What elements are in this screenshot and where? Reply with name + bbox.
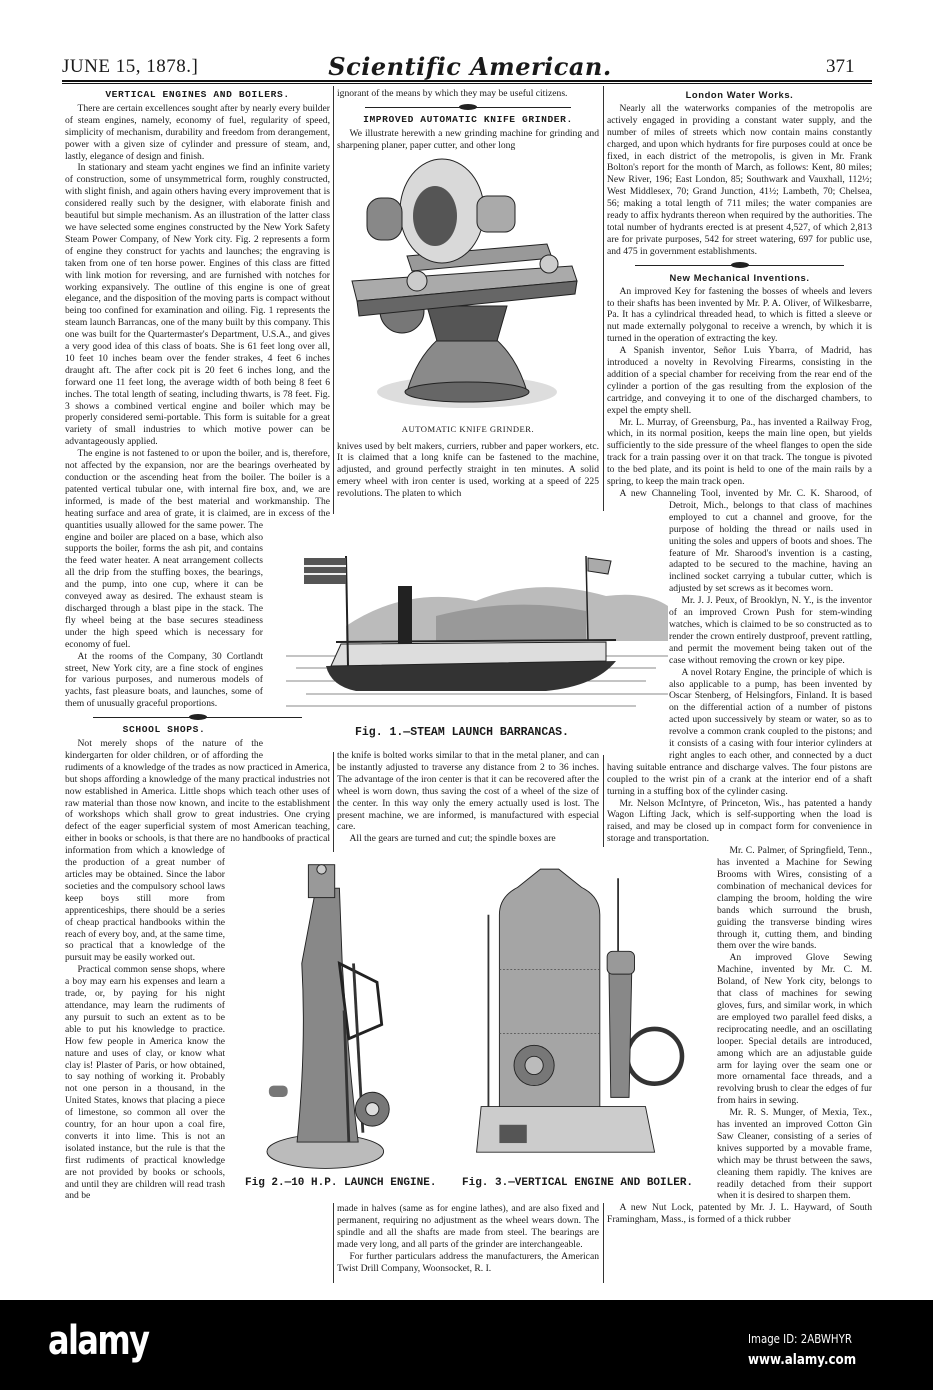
ornamental-divider	[93, 713, 302, 722]
paragraph: A new Channeling Tool, invented by Mr. C. K. Sharood, of Detroit, Mich., belongs to that class of machines employed to cut a channel and groove, for the purpose of holding the thread or nails used in uniting the soles and uppers of boots and shoes. The feature of Mr. Sharood's invention is a casting, adapted to be secured to the machine, having an inclined socket carrying a tubular cutter, which is adjusted by set screws as it becomes worn.	[619, 488, 872, 595]
paragraph: the knife is bolted works similar to that in the metal planer, and can be instantly adjusted to traverse any distance from 2 to 36 inches. The advantage of the iron center is that it can be recovered after the wheel is worn down, thus saving the cost of a wheel of the size of the center. In this way only the emery actually used is lost. The present machine, we are informed, is manufactured with especial care.	[337, 750, 599, 833]
paragraph: An improved Key for fastening the bosses of wheels and levers to their shafts has been invented by Mr. P. A. Oliver, of Wilkesbarre, Pa. It has a cylindrical threaded head, to which is fitted a sleeve or nut made externally polygonal to receive a wrench, by which it is turned in the operation of extracting the key.	[607, 285, 872, 345]
ornamental-divider	[365, 103, 571, 112]
paragraph: Nearly all the waterworks companies of the metropolis are actively engaged in providing a constant water supply, and the number of miles of streets which now contain mains constantly charged, and upon which hydrants for fire purposes could at once be fixed, in each district of the metropolis, is given in Mr. Frank Bolton's report for the month of March, as follows: Kent, 80 miles; New River, 196; East London, 85; Southwark and Vauxhall, 112½; West Middlesex, 70; Grand Junction, 41½; Lambeth, 70; Chelsea, 56; making a total length of 711 miles; the water companies are ready to affix hydrants thereon when required by the authorities. The total number of hydrants erected is at present 4,527, of which 2,813 are for private purposes, 542 for street watering, 697 for public use, and 475 in government establishments.	[607, 102, 872, 257]
article-heading: SCHOOL SHOPS.	[122, 724, 206, 736]
paragraph: At the rooms of the Company, 30 Cortlandt street, New York city, are a fine stock of engines for various purposes, and numerous models of yachts, fast pleasure boats, and launches, some of them of unusually graceful proportions.	[65, 650, 263, 710]
figure-caption: AUTOMATIC KNIFE GRINDER.	[401, 423, 535, 434]
paragraph: Not merely shops of the nature of the kindergarten for older children, or of affording the rudiments of a knowledge of the trades as now practiced in America, but shops affording a knowledge of the many practical industries not now established in America. Little shops which teach other uses of raw material than those now known, and incite to the establishment of workshops which shall grow to great industries. One crying defect of the eager superficial system of most American teaching, either in books or schools, is that there are no handbooks of practical information from which a knowledge of the production of a great number of articles may be obtained. Since the labor societies and the compulsory school laws keep boys still more from apprenticeships, there should be a series of cheap practical handbooks within the reach of every boy, and, at the same time, so practical that a knowledge of the pursuit may be easily worked out.	[65, 738, 330, 964]
paragraph: knives used by belt makers, curriers, rubber and paper workers, etc. It is claimed that a long knife can be fastened to the machine, adjusted, and ground perfectly straight in ten minutes. A solid emery wheel with iron center is used, working at a speed of 225 revolutions. The platen to which	[337, 440, 599, 500]
masthead: Scientific American.	[328, 52, 612, 81]
article-heading: New Mechanical Inventions.	[669, 271, 810, 283]
figure-caption: Fig. 1.—STEAM LAUNCH BARRANCAS.	[355, 726, 569, 739]
alamy-logo: alamy	[48, 1318, 149, 1364]
paragraph: A new Nut Lock, patented by Mr. J. L. Hayward, of South Framingham, Mass., is formed of a thick rubber	[607, 1202, 872, 1226]
paragraph: Mr. L. Murray, of Greensburg, Pa., has invented a Railway Frog, which, in its normal position, keeps the main line open, but yields sufficiently to the side pressure of the wheel flanges to open the side track for a train passing over it on that track. The tongue is pivoted to the bed plate, and its point is held to one of the main rails by a spring, to keep the main track open.	[607, 416, 872, 488]
figure-caption: Fig 2.—10 H.P. LAUNCH ENGINE.	[245, 1177, 437, 1189]
paragraph: Mr. C. Palmer, of Springfield, Tenn., has invented a Machine for Sewing Brooms with Wires, consisting of a combination of mechanical devices for clamping the broom, holding the wire bands which surround the brush, guiding the transverse binding wires through it, cutting them, and binding them over the wire bands.	[717, 845, 872, 952]
paragraph: Mr. R. S. Munger, of Mexia, Tex., has invented an improved Cotton Gin Saw Cleaner, consisting of a series of knives supported by a movable frame, which may be thrust between the saws, cleaning them rapidly. The knives are readily detached from their support when it is desired to sharpen them.	[717, 1107, 872, 1202]
article-heading: VERTICAL ENGINES AND BOILERS.	[105, 89, 290, 100]
image-id: Image ID: 2ABWHYR	[748, 1332, 852, 1346]
ornamental-divider	[635, 261, 844, 270]
article-heading: London Water Works.	[685, 89, 794, 100]
article-heading: IMPROVED AUTOMATIC KNIFE GRINDER.	[363, 113, 573, 125]
paragraph: We illustrate herewith a new grinding machine for grinding and sharpening planer, paper cutter, and other long	[337, 127, 599, 151]
column-rule	[603, 1203, 604, 1283]
vertical-engine-boiler-illustration	[462, 860, 692, 1175]
paragraph: All the gears are turned and cut; the spindle boxes are	[349, 833, 556, 845]
paragraph: An improved Glove Sewing Machine, invented by Mr. C. M. Boland, of New York city, belongs to that class of machines for sewing gloves, furs, and similar work, in which are employed two parallel feed disks, a reciprocating needle, and an oscillating looper. Special details are introduced, among which are an adjustable guide arm for laying over the seam one or more ornamental face threads, and a revolving brush to clear the edges of fur from hairs in sewing.	[717, 952, 872, 1107]
header-rule	[62, 80, 872, 84]
article-knife-grinder-continued	[337, 750, 599, 845]
launch-engine-illustration	[245, 860, 415, 1175]
paragraph: Mr. J. J. Peux, of Brooklyn, N. Y., is the inventor of an improved Crown Push for stem-winding watches, which is claimed to be so constructed as to render the crown entirely dustproof, prevent rattling, and permit the movement being taken out of the case without removing the crown or key pipe.	[669, 595, 872, 666]
page-number: 371	[826, 56, 855, 77]
paragraph: In stationary and steam yacht engines we find an infinite variety of construction, some of unsymmetrical form, roughly constructed, with slight finish, and again others having every improvement that is considered really such by the designer, with elaborate finish and beautiful but simple mechanism. As an illustration of the latter class we have selected some engines constructed by the New York Safety Steam Power Company, of New York city. Fig. 2 represents a form of engine they construct for yachts and launches; the engraving is taken from one of ten horse power. Engines of this class are fitted with link motion for reversing, and are furnished with notches for working expansively. The outline of this engine is one of great elegance, and the disposition of the moving parts is compact without being too confined for examination and oiling. Fig. 1 represents the steam launch Barrancas, one of the many built by this company. This one was built for the Quartermaster's Department, U.S.A., and gives a very good idea of this class of boats. She is 61 feet long over all, 10 feet 10 inches beam over the fender strakes, 4 feet 6 inches draught aft. The after cock pit is 20 feet 6 inches long, and the forward one 11 feet long, the average width of both being 8 feet 6 inches. The total length of seating, including thwarts, is 78 feet. Fig. 3 shows a combined vertical engine and boiler which may be properly considered semi-portable. This form is suitable for a great variety of small industries to which motive power can be advantageously applied.	[65, 162, 330, 448]
site-url: www.alamy.com	[748, 1352, 857, 1368]
column-rule	[603, 86, 604, 511]
paragraph: The engine is not fastened to or upon the boiler, and is, therefore, not affected by the expansion, nor are the bearings overheated by conduction or the ascending heat from the boiler. The boiler is a patented vertical tubular one, with internal fire box, and, we are informed, is made of the best material and workmanship. The heating surface and area of grate, it is claimed, are in excess of the quantities usually allowed for the same power. The engine and boiler are placed on a base, which also supports the boiler, forms the ash pit, and contains the feed water heater. A neat arrangement collects all the drip from the stuffing boxes, the bearings, and the pump, into one cup, where it can be conveyed away as desired. The exhaust steam is discharged through a blast pipe in the stack. The fly wheel being at the base secures steadiness under the high speed which is necessary for economy of fuel.	[65, 448, 330, 650]
paragraph: There are certain excellences sought after by nearly every builder of steam engines, namely, economy of fuel, regularity of speed, simplicity of mechanism, durability and freedom from derangement, power with a given size of cylinder and pressure of steam, and, lastly, elegance of design and finish.	[65, 102, 330, 162]
paragraph: Practical common sense shops, where a boy may earn his expenses and learn a trade, or, by paying for his night attendance, may learn the rudiments of any pursuit to such an extent as to be able to put his knowledge to practice. How few people in America know the nature and uses of clay, or know what clay is! Plaster of Paris, or how obtained, to say nothing of working it. Probably not one person in a thousand, in the United States, knows that placing a piece of limestone, so common all over the country, for an hour upon a coal fire, converts it into lime. This is not an isolated instance, but the rule is that the first rudiments of practical knowledge are not provided by books or schools, and until they are children will read trash and be	[65, 964, 225, 1202]
paragraph: A Spanish inventor, Señor Luis Ybarra, of Madrid, has introduced a novelty in Revolving Firearms, consisting in the addition of a special chamber for receiving from the rear end of the cylinder a portion of the gas resulting from the explosion of the cartridge, and conveying it to one of the discharged chambers, to expel the empty shell.	[607, 345, 872, 416]
paragraph: For further particulars address the manufacturers, the American Twist Drill Company, Woonsocket, R. I.	[337, 1250, 599, 1274]
knife-grinder-illustration	[337, 156, 599, 418]
steam-launch-illustration	[286, 516, 668, 721]
column-rule	[333, 752, 334, 852]
article-knife-grinder-end	[337, 1203, 599, 1285]
paragraph: ignorant of the means by which they may be useful citizens.	[337, 88, 568, 99]
column-rule	[603, 755, 604, 847]
issue-date: JUNE 15, 1878.]	[62, 56, 199, 77]
figure-caption: Fig. 3.—VERTICAL ENGINE AND BOILER.	[462, 1177, 694, 1189]
column-rule	[333, 86, 334, 514]
paragraph: made in halves (same as for engine lathes), and are also fixed and permanent, requiring no adjustment as the wheel wears down. The spindle and all the shafts are made from steel. The bearings are made very long, and all parts of the grinder are interchangeable.	[337, 1203, 599, 1250]
column-rule	[333, 1203, 334, 1283]
paragraph: A novel Rotary Engine, the principle of which is also applicable to a pump, has been invented by Oscar Stenberg, of Helsingfors, Finland. It is based on the differential action of a number of pistons acted upon successively by steam or water, so as to revolve a common crank coupled to the pistons; and it consists of a casing with four interior cylinders at right angles to each other, and connected by a duct having suitable entrance and discharge valves. The four pistons are coupled to the wrist pin of a crank at the interior end of a shaft turning in a stuffing box of the cylinder casing.	[607, 666, 872, 797]
paragraph: Mr. Nelson McIntyre, of Princeton, Wis., has patented a handy Wagon Lifting Jack, which is self-supporting when the load is raised, and may be closed up in compact form for convenience in storage and transportation.	[607, 797, 872, 845]
article-knife-grinder	[337, 88, 599, 516]
